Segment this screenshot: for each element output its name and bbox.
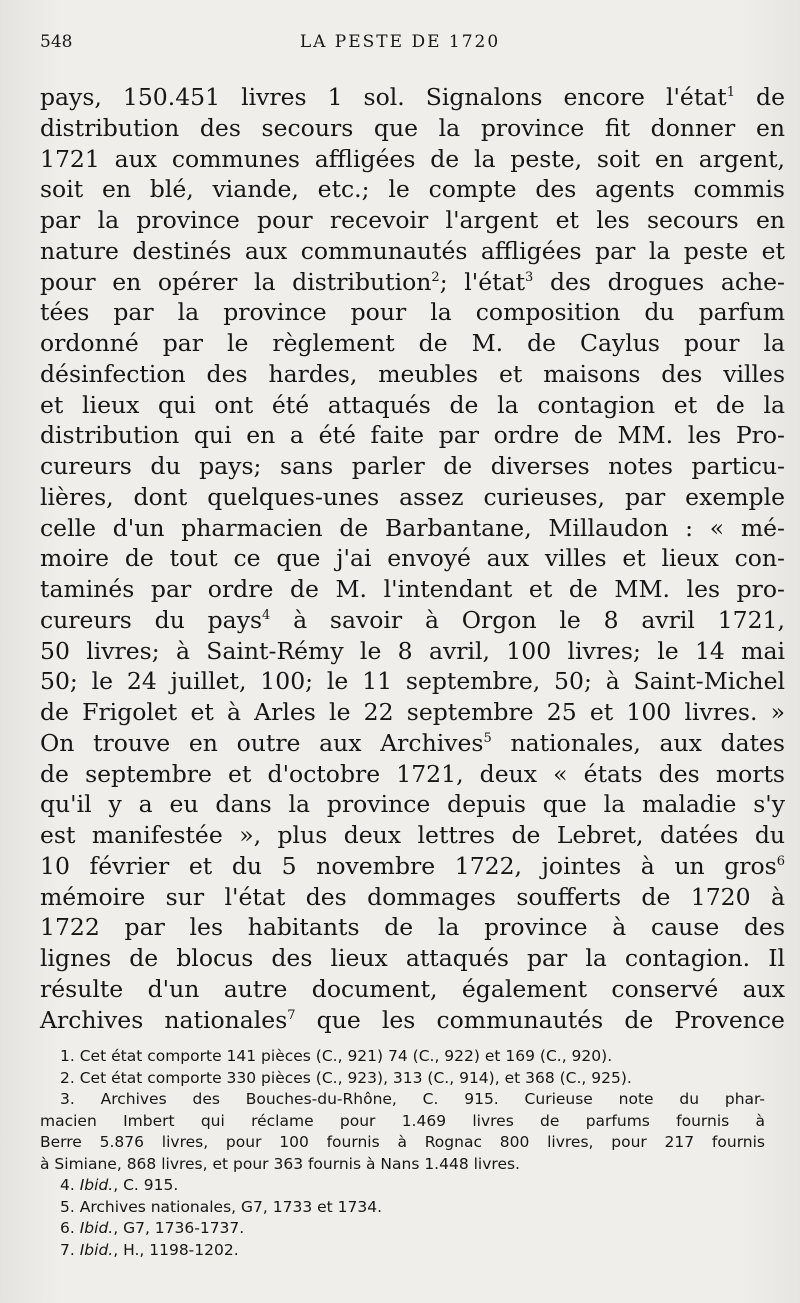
text-line: tées par la province pour la composition du parfum [40, 298, 785, 327]
text-line: lignes de blocus des lieux attaqués par la contagion. Il [40, 944, 785, 972]
footnote: 4. Ibid., C. 915. [60, 1176, 179, 1194]
footnote-ref: 3 [525, 269, 534, 285]
text-line: pour en opérer la distribution$^2$; l'état$^3$ des drogues ache- [40, 267, 785, 296]
text-line: taminés par ordre de M. l'intendant et de MM. les pro- [40, 575, 785, 603]
text-line: cureurs du pays$^4$ à savoir à Orgon le 8 avril 1721, [40, 605, 785, 634]
footnote: macien Imbert qui réclame pour 1.469 livres de parfums fournis à [40, 1111, 765, 1130]
footnote: Berre 5.876 livres, pour 100 fournis à Rognac 800 livres, pour 217 fournis [40, 1133, 765, 1151]
text-line: ordonné par le règlement de M. de Caylus pour la [40, 329, 785, 357]
text-line: désinfection des hardes, meubles et maisons des villes [40, 359, 785, 388]
footnote: à Simiane, 868 livres, et pour 363 fournis à Nans 1.448 livres. [40, 1154, 520, 1173]
footnote: 7. Ibid., H., 1198-1202. [60, 1240, 239, 1259]
text-line: celle d'un pharmacien de Barbantane, Millaudon : « mé- [40, 513, 785, 542]
text-line: résulte d'un autre document, également conservé aux [40, 974, 785, 1003]
text-line: 10 février et du 5 novembre 1722, jointes à un gros$^6$ [40, 851, 785, 880]
text-line: qu'il y a eu dans la province depuis que la maladie s'y [40, 790, 785, 819]
footnote-ref: 7 [287, 1007, 296, 1023]
footnotes [40, 1046, 765, 1261]
body-text [40, 82, 785, 1035]
text-line: 1722 par les habitants de la province à cause des [40, 913, 785, 942]
text-line: est manifestée », plus deux lettres de Lebret, datées du [40, 821, 785, 849]
text-line: de Frigolet et à Arles le 22 septembre 25 et 100 livres. » [40, 698, 785, 726]
footnote: 3. Archives des Bouches-du-Rhône, C. 915. Curieuse note du phar- [60, 1090, 765, 1108]
page-header [40, 32, 760, 62]
text-line: distribution des secours que la province fit donner en [40, 113, 785, 142]
text-line: On trouve en outre aux Archives$^5$ nationales, aux dates [40, 728, 785, 757]
text-line: et lieux qui ont été attaqués de la contagion et de la [40, 390, 785, 419]
text-line: soit en blé, viande, etc.; le compte des agents commis [40, 175, 785, 204]
footnote-ref: 1 [726, 85, 736, 100]
footnote: 1. Cet état comporte 141 pièces (C., 921) 74 (C., 922) et 169 (C., 920). [60, 1047, 613, 1065]
text-line: Archives nationales$^7$ que les communautés de Provence [40, 1005, 785, 1034]
text-line: 50 livres; à Saint-Rémy le 8 avril, 100 livres; le 14 mai [40, 636, 785, 665]
text-line: de septembre et d'octobre 1721, deux « états des morts [40, 759, 785, 788]
text-line: nature destinés aux communautés affligées par la peste et [40, 236, 785, 265]
footnote: 6. Ibid., G7, 1736-1737. [60, 1219, 245, 1237]
page-number: 548 [40, 32, 73, 52]
text-line: 1721 aux communes affligées de la peste, soit en argent, [40, 144, 785, 173]
footnote-ref: 4 [262, 607, 271, 623]
text-line: lières, dont quelques-unes assez curieuses, par exemple [40, 482, 785, 511]
text-line: distribution qui en a été faite par ordre de MM. les Pro- [40, 421, 785, 450]
footnote-ref: 2 [431, 269, 440, 285]
footnote-ref: 6 [776, 853, 785, 869]
text-line: moire de tout ce que j'ai envoyé aux villes et lieux con- [40, 544, 785, 573]
footnote-ref: 5 [483, 730, 492, 746]
footnote: 2. Cet état comporte 330 pièces (C., 923), 313 (C., 914), et 368 (C., 925). [60, 1068, 632, 1087]
footnote: 5. Archives nationales, G7, 1733 et 1734. [60, 1197, 383, 1216]
text-line: par la province pour recevoir l'argent et les secours en [40, 206, 785, 234]
text-line: 50; le 24 juillet, 100; le 11 septembre, 50; à Saint-Michel [40, 667, 785, 696]
running-title: LA PESTE DE 1720 [299, 32, 501, 52]
text-line: cureurs du pays; sans parler de diverses notes particu- [40, 452, 785, 480]
text-line: mémoire sur l'état des dommages soufferts de 1720 à [40, 882, 785, 911]
text-line: pays, 150.451 livres 1 sol. Signalons encore l'état$^1$ de [40, 83, 785, 111]
